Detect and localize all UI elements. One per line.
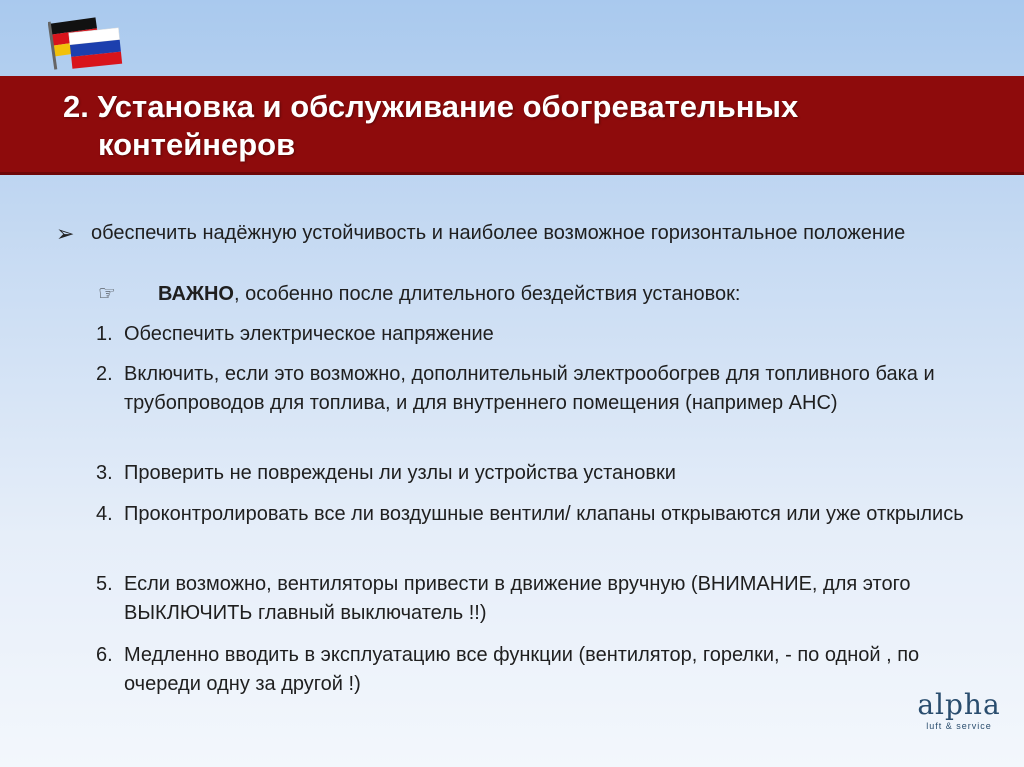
alpha-logo [914,690,1004,732]
list-item-text: Обеспечить электрическое напряжение [124,323,494,345]
arrow-bullet-icon: ➢ [56,221,75,246]
page-title-line-2: контейнеров [98,127,296,162]
list-item-text: Проверить не повреждены ли узлы и устройства установки [124,462,676,484]
list-item-number: 3. [96,462,113,484]
flags-icon [48,12,128,70]
list-item-text: Проконтролировать все ли воздушные вентили/ клапаны открываются или уже открылись [124,503,964,525]
important-note-text: , особенно после длительного бездействия установок: [233,283,741,305]
list-item-number: 6. [96,644,113,666]
list-item-number: 5. [96,573,113,595]
bullet-text: обеспечить надёжную устойчивость и наиболее возможное горизонтальное положение [91,222,906,244]
pointing-hand-icon: ☞ [98,283,116,305]
logo-wordmark: alpha [917,688,1001,721]
list-item-number: 2. [96,363,113,385]
important-label: ВАЖНО [158,283,234,305]
list-item-text: Включить, если это возможно, дополнительный электрообогрев для топливного бака и трубопроводов для топлива, и для внутреннего помещения (например АНС) [124,363,935,414]
title-bar [0,76,1024,175]
logo-tagline: luft & service [926,721,992,731]
page-title-line-1: 2. Установка и обслуживание обогревательных [63,89,799,124]
important-note [98,280,740,309]
list-item-text: Если возможно, вентиляторы привести в движение вручную (ВНИМАНИЕ, для этого ВЫКЛЮЧИТЬ главный выключатель !!) [124,573,911,624]
list-item-text: Медленно вводить в эксплуатацию все функции (вентилятор, горелки, - по одной , по очереди одну за другой !) [124,644,920,695]
list-item-number: 4. [96,503,113,525]
list-item-number: 1. [96,323,113,345]
